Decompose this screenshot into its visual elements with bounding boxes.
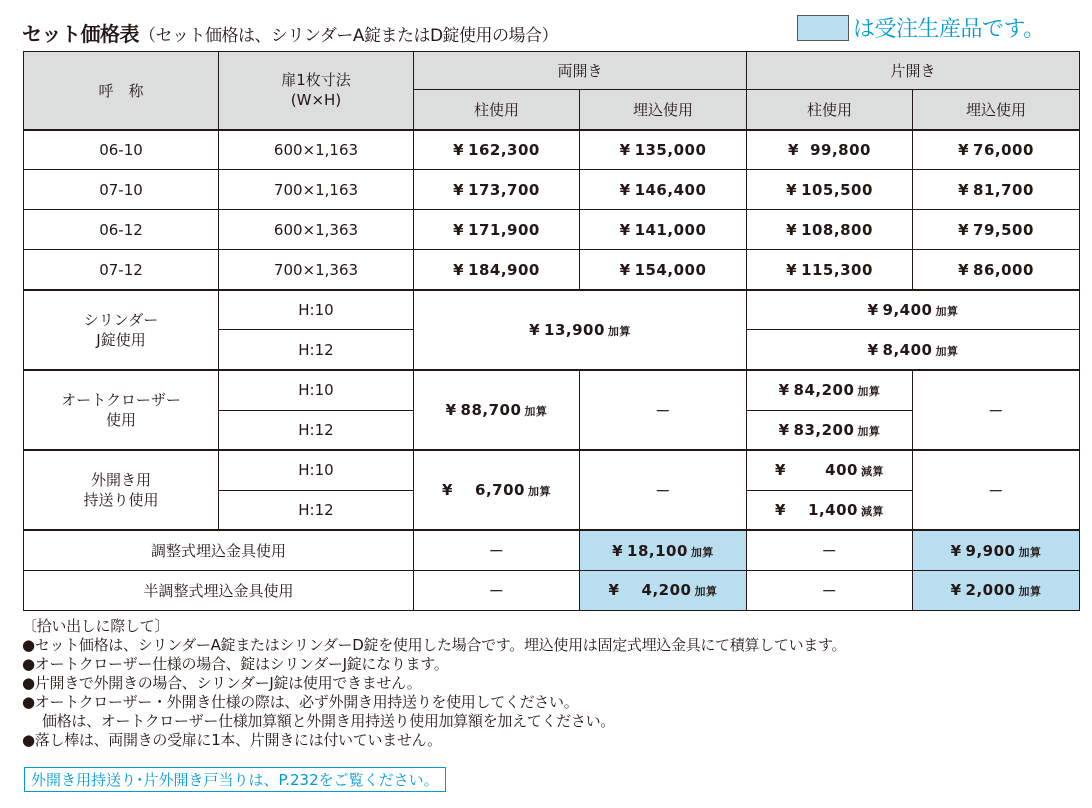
price-cell: ¥ 105,500 <box>747 170 913 210</box>
row-name: 07-10 <box>24 170 219 210</box>
price-cell-made-to-order: ¥ 4,200 加算 <box>580 570 747 610</box>
header-single-post: 柱使用 <box>747 90 913 130</box>
table-row <box>24 450 1080 490</box>
header-single-door: 片開き <box>747 52 1080 90</box>
price-cell: ¥ 400 減算 <box>747 450 913 490</box>
header-double-embed: 埋込使用 <box>580 90 747 130</box>
price-cell: ¥ 76,000 <box>913 130 1080 170</box>
table-row <box>24 250 1080 290</box>
page-reference: 外開き用持送り･片外開き戸当りは、P.232をご覧ください。 <box>24 767 446 792</box>
table-row <box>24 170 1080 210</box>
legend-swatch <box>797 15 849 41</box>
title-main: セット価格表 <box>22 22 139 46</box>
price-cell: ¥ 115,300 <box>747 250 913 290</box>
row-name: 06-12 <box>24 210 219 250</box>
table-row <box>24 130 1080 170</box>
notes <box>22 617 846 750</box>
legend-text: は受注生産品です。 <box>853 17 1045 42</box>
dash-cell: － <box>913 370 1080 450</box>
price-cell: ¥ 13,900 加算 <box>414 290 747 370</box>
price-cell: ¥ 108,800 <box>747 210 913 250</box>
price-cell-made-to-order: ¥ 2,000 加算 <box>913 570 1080 610</box>
price-cell: ¥ 86,000 <box>913 250 1080 290</box>
dash-cell: － <box>913 450 1080 530</box>
header-size: 扉1枚寸法 (W×H) <box>219 52 414 130</box>
price-cell: ¥ 171,900 <box>414 210 580 250</box>
price-cell: ¥ 1,400 減算 <box>747 490 913 530</box>
price-cell: ¥ 79,500 <box>913 210 1080 250</box>
option-h10: H:10 <box>219 290 414 330</box>
table-row <box>24 210 1080 250</box>
option-closer-label: オートクローザー 使用 <box>24 370 219 450</box>
price-cell: ¥ 184,900 <box>414 250 580 290</box>
price-cell: ¥ 8,400 加算 <box>747 330 1080 370</box>
table-row <box>24 570 1080 610</box>
option-h10: H:10 <box>219 450 414 490</box>
made-to-order-legend <box>797 12 1045 43</box>
table-row <box>24 290 1080 330</box>
dash-cell: － <box>747 570 913 610</box>
price-cell-made-to-order: ¥ 18,100 加算 <box>580 530 747 570</box>
price-cell: ¥ 173,700 <box>414 170 580 210</box>
note-item: 価格は、オートクローザー仕様加算額と外開き用持送り使用加算額を加えてください。 <box>42 712 616 730</box>
table-row <box>24 370 1080 410</box>
price-cell: ¥ 81,700 <box>913 170 1080 210</box>
price-cell: ¥ 6,700 加算 <box>414 450 580 530</box>
price-cell: ¥ 88,700 加算 <box>414 370 580 450</box>
header-double-post: 柱使用 <box>414 90 580 130</box>
price-cell: ¥ 162,300 <box>414 130 580 170</box>
option-outward-label: 外開き用 持送り使用 <box>24 450 219 530</box>
price-cell: ¥ 99,800 <box>747 130 913 170</box>
price-table <box>23 51 1080 611</box>
note-item: ●オートクローザー仕様の場合、錠はシリンダーJ錠になります。 <box>22 655 449 673</box>
price-cell: ¥ 135,000 <box>580 130 747 170</box>
row-name: 07-12 <box>24 250 219 290</box>
notes-heading: 〔拾い出しに際して〕 <box>22 617 170 635</box>
table-title <box>22 18 558 47</box>
price-cell: ¥ 141,000 <box>580 210 747 250</box>
row-size: 700×1,163 <box>219 170 414 210</box>
option-h12: H:12 <box>219 330 414 370</box>
price-cell: ¥ 83,200 加算 <box>747 410 913 450</box>
row-size: 600×1,363 <box>219 210 414 250</box>
header-double-door: 両開き <box>414 52 747 90</box>
table-row <box>24 530 1080 570</box>
dash-cell: － <box>580 370 747 450</box>
price-cell: ¥ 84,200 加算 <box>747 370 913 410</box>
price-cell-made-to-order: ¥ 9,900 加算 <box>913 530 1080 570</box>
price-cell: ¥ 154,000 <box>580 250 747 290</box>
note-item: ●落し棒は、両開きの受扉に1本、片開きには付いていません。 <box>22 731 442 749</box>
option-h12: H:12 <box>219 490 414 530</box>
header-name: 呼 称 <box>24 52 219 130</box>
dash-cell: － <box>414 530 580 570</box>
dash-cell: － <box>580 450 747 530</box>
price-cell: ¥ 146,400 <box>580 170 747 210</box>
option-adjust-label: 調整式埋込金具使用 <box>24 530 414 570</box>
dash-cell: － <box>747 530 913 570</box>
option-h12: H:12 <box>219 410 414 450</box>
price-cell: ¥ 9,400 加算 <box>747 290 1080 330</box>
title-sub: （セット価格は、シリンダーA錠またはD錠使用の場合） <box>139 26 559 46</box>
row-size: 700×1,363 <box>219 250 414 290</box>
option-h10: H:10 <box>219 370 414 410</box>
note-item: ●オートクローザー・外開き仕様の際は、必ず外開き用持送りを使用してください。 <box>22 693 579 711</box>
dash-cell: － <box>414 570 580 610</box>
note-item: ●片開きで外開きの場合、シリンダーJ錠は使用できません。 <box>22 674 422 692</box>
row-size: 600×1,163 <box>219 130 414 170</box>
row-name: 06-10 <box>24 130 219 170</box>
header-single-embed: 埋込使用 <box>913 90 1080 130</box>
option-cylinder-label: シリンダー J錠使用 <box>24 290 219 370</box>
note-item: ●セット価格は、シリンダーA錠またはシリンダーD錠を使用した場合です。埋込使用は固定式埋込金具にて積算しています。 <box>22 636 847 654</box>
option-semi-adjust-label: 半調整式埋込金具使用 <box>24 570 414 610</box>
